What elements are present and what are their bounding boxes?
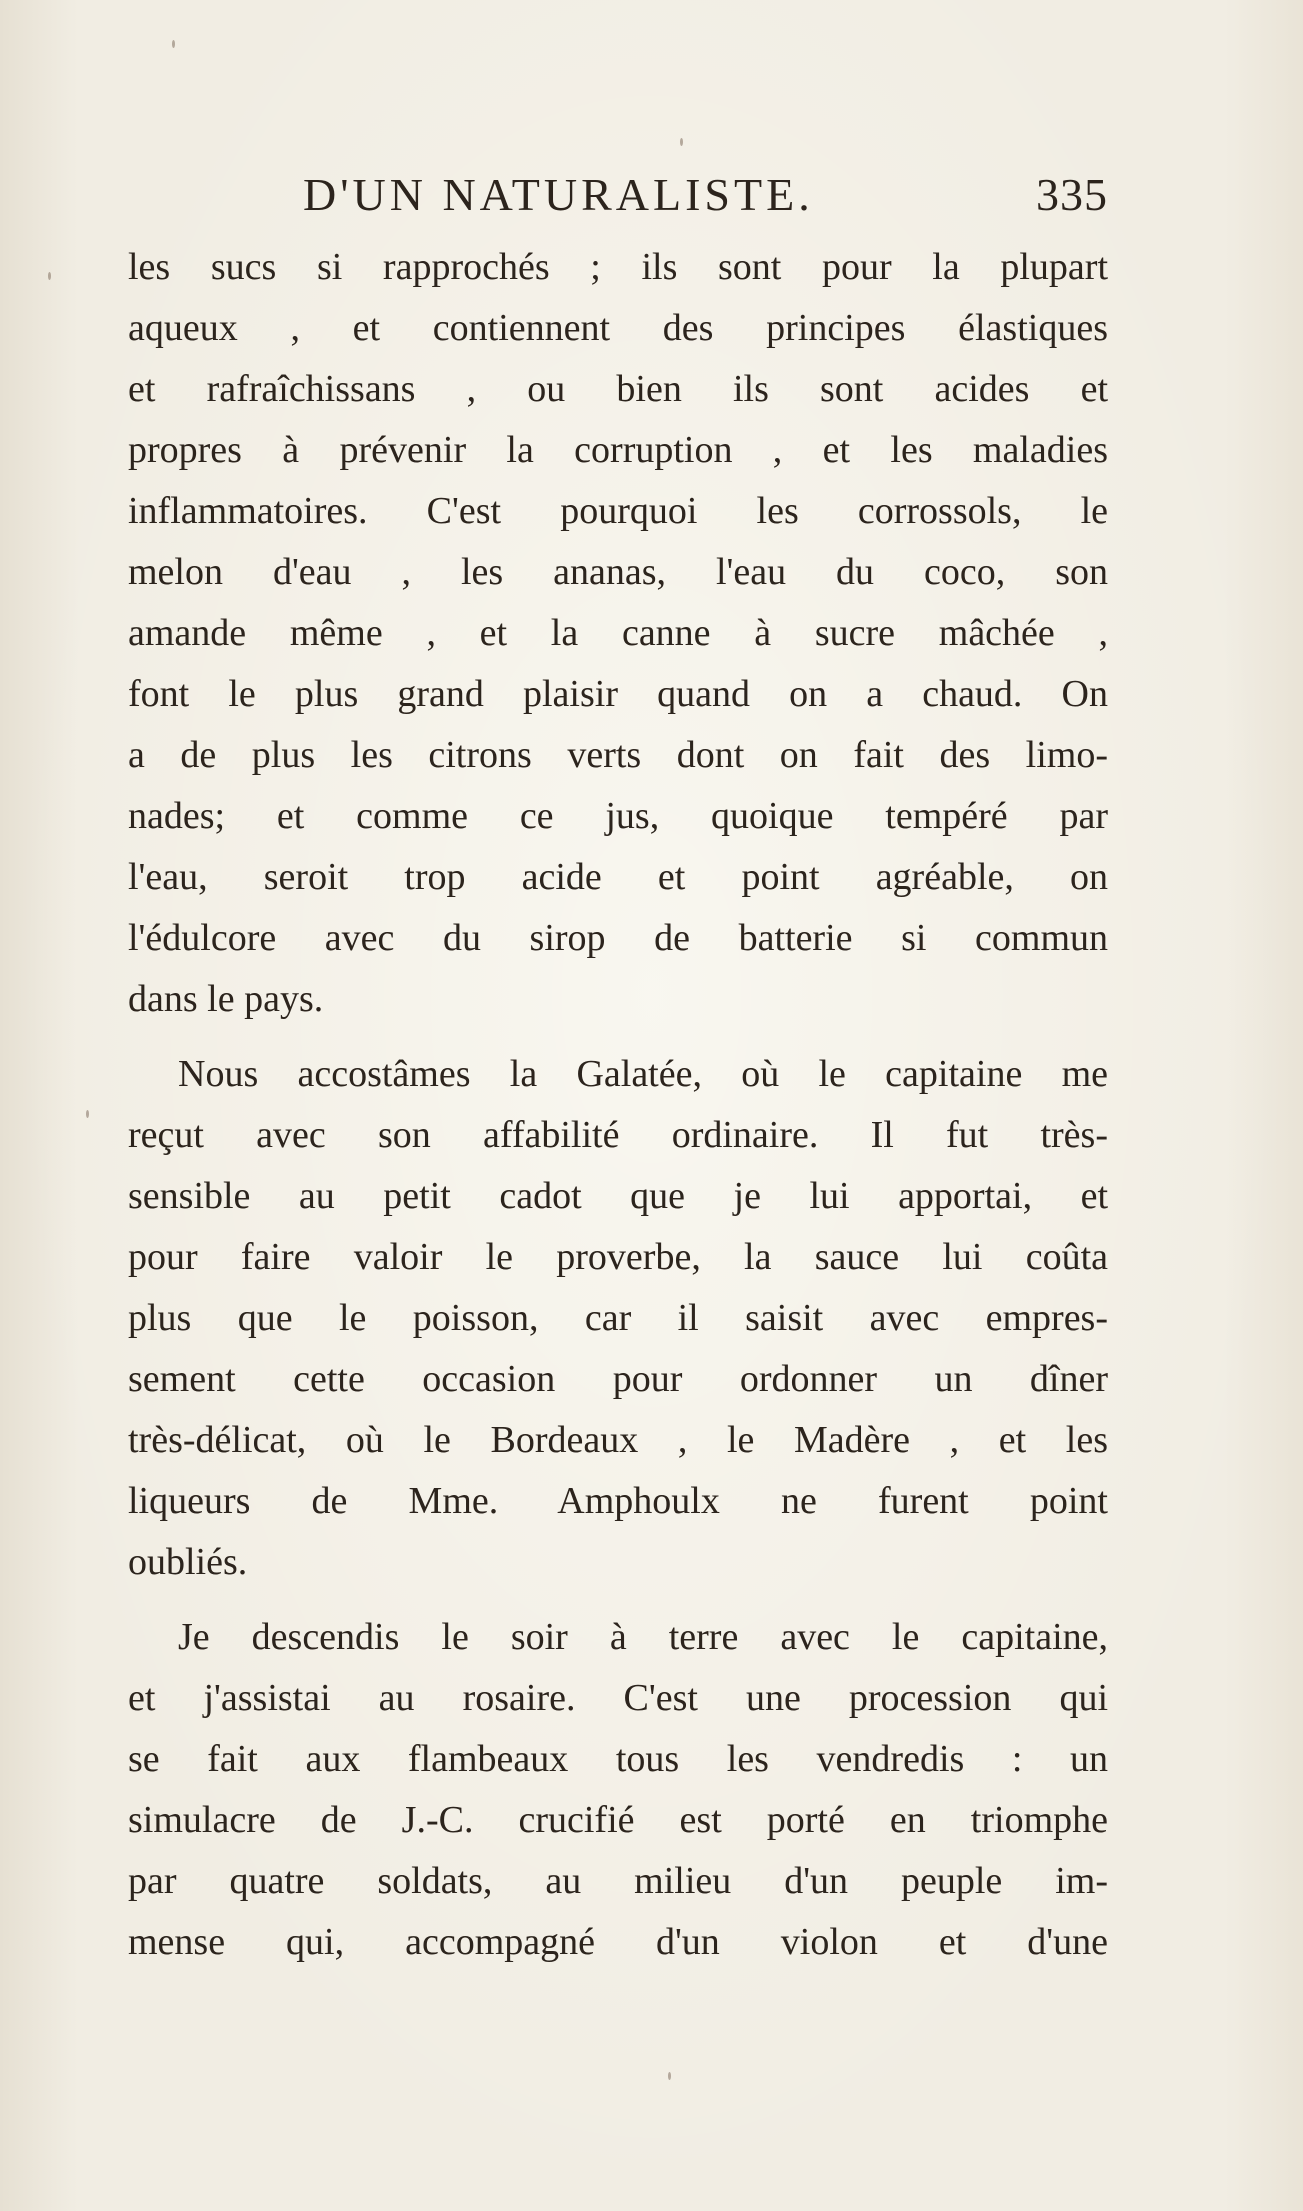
- text-line: nades; et comme ce jus, quoique tempéré par: [128, 795, 1108, 837]
- text-line: sensible au petit cadot que je lui apportai, et: [128, 1175, 1108, 1217]
- text-line: liqueurs de Mme. Amphoulx ne furent point: [128, 1480, 1108, 1522]
- paragraph-break: [128, 1030, 1108, 1044]
- text-line: très-délicat, où le Bordeaux , le Madère , et les: [128, 1419, 1108, 1461]
- text-line: l'édulcore avec du sirop de batterie si commun: [128, 917, 1108, 959]
- text-line: amande même , et la canne à sucre mâchée ,: [128, 612, 1108, 654]
- text-line: et j'assistai au rosaire. C'est une procession qui: [128, 1677, 1108, 1719]
- paper-blemish: [86, 1110, 89, 1118]
- body-text: [128, 237, 1108, 1973]
- paper-blemish: [48, 272, 51, 280]
- text-line: sement cette occasion pour ordonner un dîner: [128, 1358, 1108, 1400]
- text-line: propres à prévenir la corruption , et les maladies: [128, 429, 1108, 471]
- text-line: et rafraîchissans , ou bien ils sont acides et: [128, 368, 1108, 410]
- paper-blemish: [172, 40, 175, 48]
- text-line: les sucs si rapprochés ; ils sont pour la plupart: [128, 246, 1108, 288]
- text-line: reçut avec son affabilité ordinaire. Il fut très-: [128, 1114, 1108, 1156]
- paragraph-3: [128, 1607, 1108, 1973]
- paragraph-1: [128, 237, 1108, 1030]
- paper-blemish: [668, 2072, 671, 2080]
- text-line: se fait aux flambeaux tous les vendredis : un: [128, 1738, 1108, 1780]
- text-line: par quatre soldats, au milieu d'un peuple im-: [128, 1860, 1108, 1902]
- text-line: dans le pays.: [128, 978, 324, 1020]
- paragraph-2: [128, 1044, 1108, 1593]
- text-line: pour faire valoir le proverbe, la sauce lui coûta: [128, 1236, 1108, 1278]
- text-line: font le plus grand plaisir quand on a chaud. On: [128, 673, 1108, 715]
- paper-blemish: [680, 138, 683, 146]
- running-title: D'UN NATURALISTE.: [303, 169, 814, 220]
- text-line: Nous accostâmes la Galatée, où le capitaine me: [178, 1053, 1108, 1095]
- text-line: a de plus les citrons verts dont on fait des limo-: [128, 734, 1108, 776]
- page-number: 335: [1036, 169, 1108, 220]
- text-line: oubliés.: [128, 1541, 248, 1583]
- text-line: mense qui, accompagné d'un violon et d'une: [128, 1921, 1108, 1963]
- paragraph-break: [128, 1593, 1108, 1607]
- text-line: inflammatoires. C'est pourquoi les corrossols, le: [128, 490, 1108, 532]
- text-line: Je descendis le soir à terre avec le capitaine,: [178, 1616, 1108, 1658]
- page-header: [128, 168, 1108, 238]
- text-line: simulacre de J.-C. crucifié est porté en triomphe: [128, 1799, 1108, 1841]
- text-line: aqueux , et contiennent des principes élastiques: [128, 307, 1108, 349]
- text-line: l'eau, seroit trop acide et point agréable, on: [128, 856, 1108, 898]
- text-line: melon d'eau , les ananas, l'eau du coco, son: [128, 551, 1108, 593]
- text-line: plus que le poisson, car il saisit avec empres-: [128, 1297, 1108, 1339]
